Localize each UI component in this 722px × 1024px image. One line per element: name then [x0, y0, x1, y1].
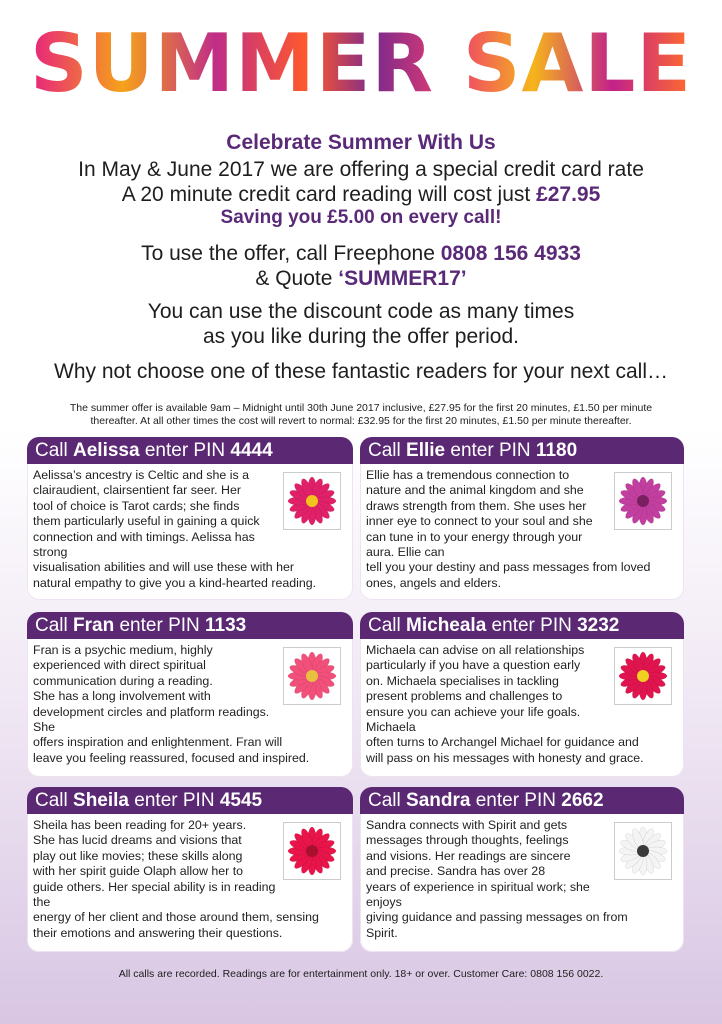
offer-line-2 — [0, 182, 722, 207]
reader-bio: Sandra connects with Spirit and gets messages through thoughts, feelings and visions. Her readings are sincere and precise. Sandra has over 28 years of experience in spiritual work; she enjoys giving guidance and passing messages on from Spirit. — [360, 814, 684, 941]
reader-bio: Fran is a psychic medium, highly experienced with direct spiritual communication during a reading. She has a long involvement with development circles and platform readings. She offers inspiration and enlightenment. Fran will leave you feeling reassured, focused and inspired. — [27, 639, 353, 766]
reader-pin: 4444 — [230, 440, 273, 461]
reader-header: Call Micheala enter PIN 3232 — [360, 612, 684, 639]
reader-card-aelissa[interactable] — [27, 437, 353, 600]
offer-line-1: In May & June 2017 we are offering a special credit card rate — [78, 158, 644, 181]
reader-card-sandra[interactable] — [360, 787, 684, 952]
reader-card-ellie[interactable] — [360, 437, 684, 600]
flower-icon — [283, 647, 341, 705]
freephone-text: To use the offer, call Freephone — [141, 242, 441, 265]
flower-icon — [614, 472, 672, 530]
offer-price: £27.95 — [536, 183, 601, 206]
flower-icon — [283, 822, 341, 880]
promo-code: ‘SUMMER17’ — [338, 267, 467, 290]
reader-header: Call Fran enter PIN 1133 — [27, 612, 353, 639]
terms-line-2: thereafter. At all other times the cost will revert to normal: £32.95 for the first 20 minutes, £1.50 per minute thereafter. — [90, 415, 632, 427]
reader-name: Ellie — [406, 440, 446, 461]
freephone-line — [0, 241, 722, 266]
reader-header: Call Ellie enter PIN 1180 — [360, 437, 684, 464]
discount-line-2: as you like during the offer period. — [203, 325, 519, 348]
choose-reader-line: Why not choose one of these fantastic readers for your next call… — [54, 360, 668, 383]
reader-name: Sheila — [73, 790, 129, 811]
saving-line: Saving you £5.00 on every call! — [220, 207, 502, 228]
footer-disclaimer: All calls are recorded. Readings are for entertainment only. 18+ or over. Customer Care: 0808 156 0022. — [118, 968, 604, 980]
reader-bio: Ellie has a tremendous connection to nature and the animal kingdom and she draws strength from them. She uses her inner eye to connect to your soul and she can tune in to your energy through your aura. Ellie can tell you your destiny and pass messages from loved ones, angels and elders. — [360, 464, 684, 591]
flower-icon — [614, 822, 672, 880]
reader-card-micheala[interactable] — [360, 612, 684, 777]
discount-line-1: You can use the discount code as many times — [147, 300, 575, 323]
reader-pin: 1180 — [535, 440, 578, 461]
reader-name: Aelissa — [73, 440, 140, 461]
reader-card-fran[interactable] — [27, 612, 353, 777]
quote-text: & Quote — [255, 267, 339, 290]
quote-line — [0, 266, 722, 291]
heading: Celebrate Summer With Us — [226, 131, 496, 154]
flower-icon — [283, 472, 341, 530]
reader-pin: 4545 — [219, 790, 263, 811]
reader-header: Call Aelissa enter PIN 4444 — [27, 437, 353, 464]
offer-line-2-text: A 20 minute credit card reading will cost just — [121, 183, 537, 206]
reader-pin: 3232 — [577, 615, 620, 636]
flower-icon — [614, 647, 672, 705]
reader-name: Micheala — [406, 615, 487, 636]
reader-pin: 2662 — [561, 790, 604, 811]
reader-name: Sandra — [406, 790, 471, 811]
sale-banner — [0, 14, 722, 114]
sale-title: SUMMER SALE — [30, 14, 692, 114]
reader-pin: 1133 — [205, 615, 247, 636]
freephone-number[interactable]: 0808 156 4933 — [440, 242, 581, 265]
reader-name: Fran — [73, 615, 115, 636]
reader-header: Call Sheila enter PIN 4545 — [27, 787, 353, 814]
reader-bio: Sheila has been reading for 20+ years. She has lucid dreams and visions that play out like movies; these skills along with her spirit guide Olaph allow her to guide others. Her special ability is in reading the energy of her client and those around them, sensing their emotions and answering their questions. — [27, 814, 353, 941]
reader-header: Call Sandra enter PIN 2662 — [360, 787, 684, 814]
reader-bio: Michaela can advise on all relationships particularly if you have a question early on. Michaela specialises in tackling present problems and challenges to ensure you can achieve your life goals. Michaela often turns to Archangel Michael for guidance and will pass on his messages with honesty and grace. — [360, 639, 684, 766]
reader-bio: Aelissa’s ancestry is Celtic and she is a clairaudient, clairsentient far seer. Her tool of choice is Tarot cards; she finds them particularly useful in gaining a quick connection and with timings. Aelissa has strong visualisation abilities and will use these with her natural empathy to give you a kind-hearted reading. — [27, 464, 353, 591]
terms-line-1: The summer offer is available 9am – Midnight until 30th June 2017 inclusive, £27.95 for the first 20 minutes, £1.50 per minute — [69, 402, 653, 414]
reader-card-sheila[interactable] — [27, 787, 353, 952]
